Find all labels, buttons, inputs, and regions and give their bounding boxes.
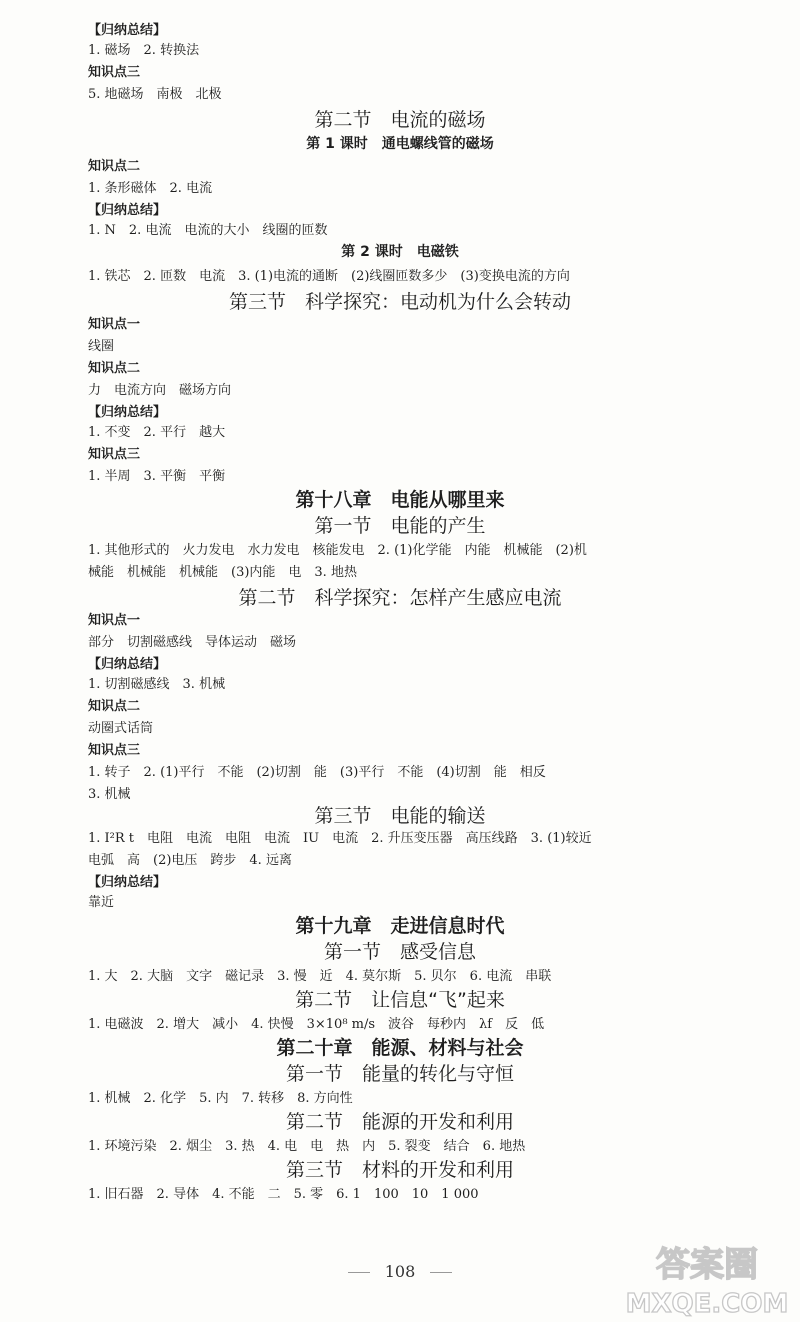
answer-line: 线圈 — [88, 339, 115, 354]
subsection-label: 【归纳总结】 — [88, 657, 167, 672]
answer-line: 电弧 高 (2)电压 跨步 4. 远离 — [88, 853, 292, 868]
section-heading: 第二节 让信息“飞”起来 — [295, 989, 505, 1011]
subsection-label: 【归纳总结】 — [88, 875, 167, 890]
lesson-heading: 第 1 课时 通电螺线管的磁场 — [306, 136, 494, 152]
section-heading: 第三节 科学探究：电动机为什么会转动 — [228, 291, 571, 313]
answer-line: 部分 切割磁感线 导体运动 磁场 — [88, 635, 297, 650]
subsection-label: 【归纳总结】 — [88, 405, 167, 420]
chapter-heading: 第二十章 能源、材料与社会 — [276, 1037, 524, 1059]
page-number-text: 108 — [384, 1262, 416, 1281]
subsection-label: 知识点三 — [88, 447, 141, 462]
subsection-label: 知识点一 — [88, 613, 141, 628]
answer-line: 1. 半周 3. 平衡 平衡 — [88, 469, 226, 484]
page-dash-left — [348, 1272, 370, 1273]
watermark-logo — [622, 1236, 792, 1318]
answer-line: 1. I²R t 电阻 电流 电阻 电流 IU 电流 2. 升压变压器 高压线路 3. (1)较近 — [88, 831, 592, 846]
section-heading: 第一节 感受信息 — [323, 941, 476, 963]
page-dash-right — [430, 1272, 452, 1273]
subsection-label: 【归纳总结】 — [88, 23, 167, 38]
chapter-heading: 第十九章 走进信息时代 — [295, 915, 505, 937]
subsection-label: 知识点一 — [88, 317, 141, 332]
section-heading: 第二节 能源的开发和利用 — [285, 1111, 514, 1133]
section-heading: 第三节 材料的开发和利用 — [285, 1159, 514, 1181]
watermark-top: 答案圈 — [656, 1245, 758, 1285]
answer-line: 动圈式话筒 — [88, 721, 154, 736]
subsection-label: 知识点三 — [88, 65, 141, 80]
subsection-label: 知识点二 — [88, 699, 141, 714]
answer-line: 1. 铁芯 2. 匝数 电流 3. (1)电流的通断 (2)线圈匝数多少 (3)变换电流的方向 — [88, 269, 570, 284]
answer-line: 1. 转子 2. (1)平行 不能 (2)切割 能 (3)平行 不能 (4)切割 能 相反 — [88, 765, 546, 780]
answer-line: 力 电流方向 磁场方向 — [88, 383, 232, 398]
subsection-label: 【归纳总结】 — [88, 203, 167, 218]
answer-line: 1. 条形磁体 2. 电流 — [88, 181, 213, 196]
answer-line: 械能 机械能 机械能 (3)内能 电 3. 地热 — [88, 565, 357, 580]
answer-line: 1. 切割磁感线 3. 机械 — [88, 677, 226, 692]
answer-line: 1. 不变 2. 平行 越大 — [88, 425, 226, 440]
subsection-label: 知识点二 — [88, 361, 141, 376]
answer-line: 1. 旧石器 2. 导体 4. 不能 二 5. 零 6. 1 100 10 1 000 — [88, 1187, 479, 1202]
section-heading: 第二节 电流的磁场 — [314, 109, 486, 131]
lesson-heading: 第 2 课时 电磁铁 — [341, 244, 459, 260]
answer-line: 5. 地磁场 南极 北极 — [88, 87, 222, 102]
answer-line: 3. 机械 — [88, 787, 131, 802]
answer-line: 1. 环境污染 2. 烟尘 3. 热 4. 电 电 热 内 5. 裂变 结合 6. 地热 — [88, 1139, 526, 1154]
section-heading: 第一节 电能的产生 — [314, 515, 486, 537]
section-heading: 第一节 能量的转化与守恒 — [285, 1063, 514, 1085]
watermark-bottom: MXQE.COM — [625, 1289, 789, 1318]
answer-line: 1. 其他形式的 火力发电 水力发电 核能发电 2. (1)化学能 内能 机械能 (2)机 — [88, 543, 587, 558]
answer-line: 1. 大 2. 大脑 文字 磁记录 3. 慢 近 4. 莫尔斯 5. 贝尔 6. 电流 串联 — [88, 969, 552, 984]
answer-line: 靠近 — [88, 895, 115, 910]
answer-line: 1. 磁场 2. 转换法 — [88, 43, 200, 58]
section-heading: 第三节 电能的输送 — [314, 805, 486, 827]
answer-line: 1. 电磁波 2. 增大 减小 4. 快慢 3×10⁸ m/s 波谷 每秒内 λf 反 低 — [88, 1017, 545, 1032]
subsection-label: 知识点二 — [88, 159, 141, 174]
answer-line: 1. 机械 2. 化学 5. 内 7. 转移 8. 方向性 — [88, 1091, 353, 1106]
answer-line: 1. N 2. 电流 电流的大小 线圈的匝数 — [88, 223, 328, 238]
section-heading: 第二节 科学探究：怎样产生感应电流 — [238, 587, 562, 609]
chapter-heading: 第十八章 电能从哪里来 — [295, 489, 505, 511]
subsection-label: 知识点三 — [88, 743, 141, 758]
